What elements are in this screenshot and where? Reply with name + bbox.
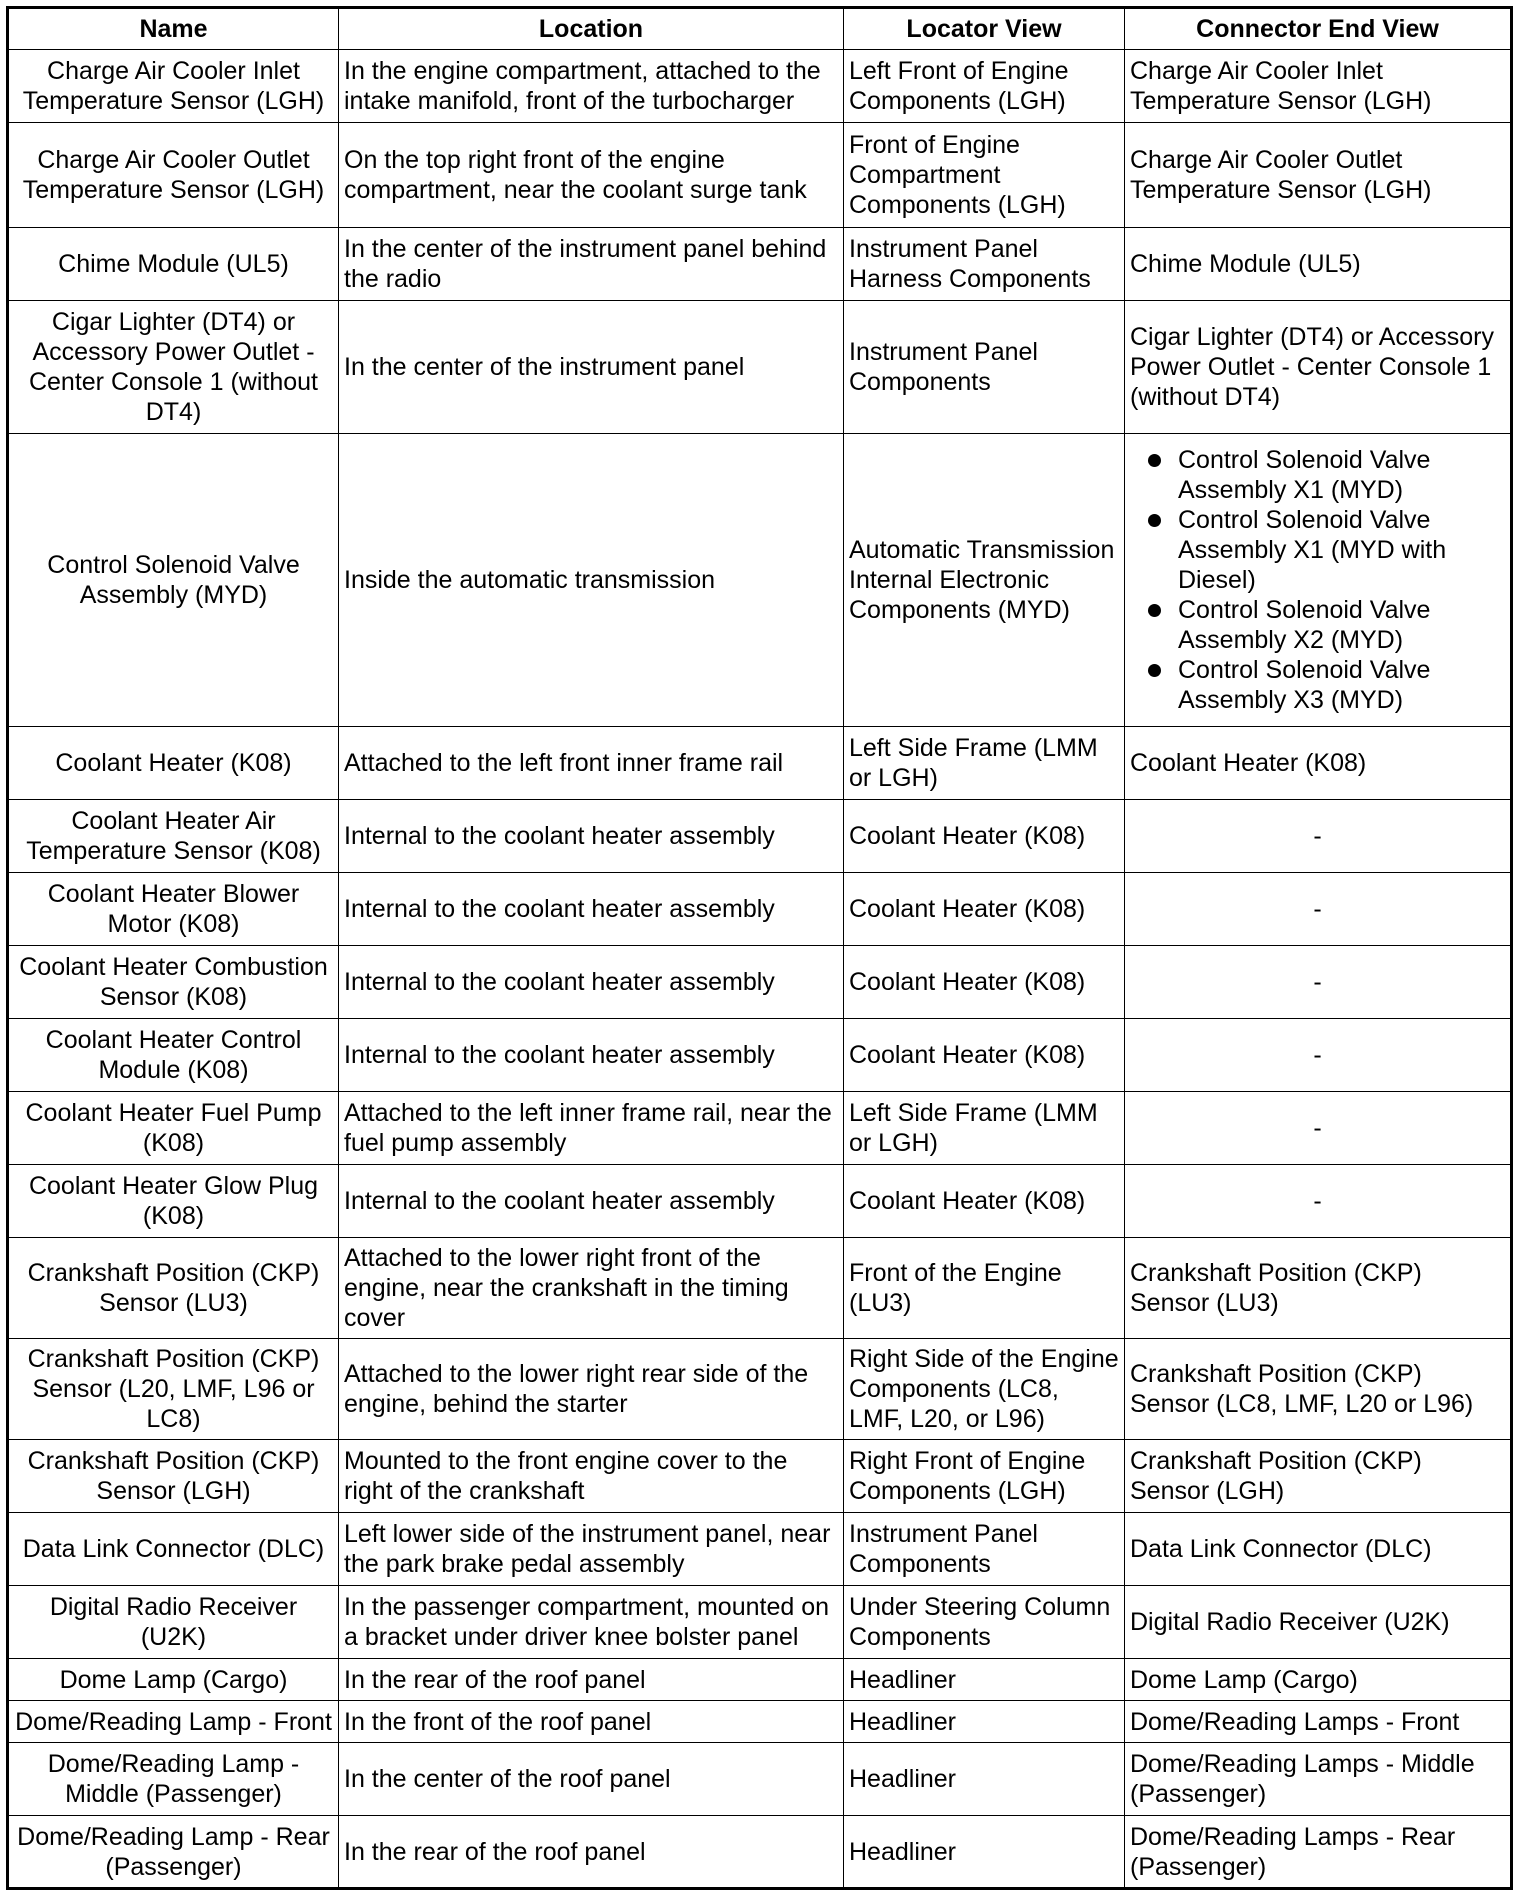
cell-connector-view: Coolant Heater (K08) [1125, 727, 1512, 800]
table-row [8, 1165, 1512, 1238]
cell-location: In the center of the instrument panel [339, 301, 844, 434]
cell-locator-view: Right Side of the Engine Components (LC8, LMF, L20, or L96) [844, 1339, 1125, 1440]
list-item: Control Solenoid Valve Assembly X1 (MYD with Diesel) [1178, 505, 1505, 595]
table-row [8, 123, 1512, 228]
cell-name: Coolant Heater Glow Plug (K08) [8, 1165, 339, 1238]
cell-location: Attached to the lower right rear side of the engine, behind the starter [339, 1339, 844, 1440]
cell-locator-view: Left Front of Engine Components (LGH) [844, 50, 1125, 123]
cell-name: Digital Radio Receiver (U2K) [8, 1586, 339, 1659]
cell-location: Internal to the coolant heater assembly [339, 873, 844, 946]
cell-location: In the passenger compartment, mounted on a bracket under driver knee bolster panel [339, 1586, 844, 1659]
cell-name: Crankshaft Position (CKP) Sensor (L20, LMF, L96 or LC8) [8, 1339, 339, 1440]
cell-connector-view: Charge Air Cooler Outlet Temperature Sensor (LGH) [1125, 123, 1512, 228]
cell-locator-view: Left Side Frame (LMM or LGH) [844, 1092, 1125, 1165]
table-row [8, 1092, 1512, 1165]
cell-connector-view: Dome Lamp (Cargo) [1125, 1659, 1512, 1701]
cell-name: Charge Air Cooler Inlet Temperature Sensor (LGH) [8, 50, 339, 123]
cell-connector-view: Dome/Reading Lamps - Front [1125, 1701, 1512, 1743]
cell-locator-view: Headliner [844, 1743, 1125, 1816]
cell-location: Internal to the coolant heater assembly [339, 800, 844, 873]
table-row [8, 1816, 1512, 1889]
cell-name: Coolant Heater (K08) [8, 727, 339, 800]
cell-locator-view: Coolant Heater (K08) [844, 1165, 1125, 1238]
cell-location: Attached to the lower right front of the engine, near the crankshaft in the timing cover [339, 1238, 844, 1339]
table-row [8, 228, 1512, 301]
table-header-row [8, 8, 1512, 50]
cell-connector-view: Cigar Lighter (DT4) or Accessory Power Outlet - Center Console 1 (without DT4) [1125, 301, 1512, 434]
cell-name: Dome Lamp (Cargo) [8, 1659, 339, 1701]
cell-location: Inside the automatic transmission [339, 434, 844, 727]
cell-locator-view: Instrument Panel Components [844, 1513, 1125, 1586]
table-row [8, 1513, 1512, 1586]
table-row [8, 1659, 1512, 1701]
cell-name: Dome/Reading Lamp - Rear (Passenger) [8, 1816, 339, 1889]
cell-location: In the center of the roof panel [339, 1743, 844, 1816]
list-item: Control Solenoid Valve Assembly X2 (MYD) [1178, 595, 1505, 655]
cell-locator-view: Headliner [844, 1701, 1125, 1743]
component-locator-page [6, 6, 1513, 1890]
cell-locator-view: Front of the Engine (LU3) [844, 1238, 1125, 1339]
cell-location: Internal to the coolant heater assembly [339, 946, 844, 1019]
cell-name: Coolant Heater Fuel Pump (K08) [8, 1092, 339, 1165]
cell-connector-view: - [1125, 873, 1512, 946]
list-item: Control Solenoid Valve Assembly X3 (MYD) [1178, 655, 1505, 715]
cell-name: Dome/Reading Lamp - Front [8, 1701, 339, 1743]
component-locator-table [6, 6, 1513, 1890]
table-row [8, 1238, 1512, 1339]
cell-connector-view: Chime Module (UL5) [1125, 228, 1512, 301]
cell-locator-view: Coolant Heater (K08) [844, 1019, 1125, 1092]
cell-location: Mounted to the front engine cover to the right of the crankshaft [339, 1440, 844, 1513]
table-row [8, 727, 1512, 800]
cell-location: In the rear of the roof panel [339, 1659, 844, 1701]
cell-connector-view: - [1125, 1165, 1512, 1238]
cell-location: Internal to the coolant heater assembly [339, 1165, 844, 1238]
table-row [8, 1586, 1512, 1659]
cell-location: Left lower side of the instrument panel, near the park brake pedal assembly [339, 1513, 844, 1586]
cell-locator-view: Front of Engine Compartment Components (LGH) [844, 123, 1125, 228]
list-item: Control Solenoid Valve Assembly X1 (MYD) [1178, 445, 1505, 505]
cell-name: Coolant Heater Combustion Sensor (K08) [8, 946, 339, 1019]
table-row [8, 1701, 1512, 1743]
cell-name: Coolant Heater Blower Motor (K08) [8, 873, 339, 946]
cell-locator-view: Instrument Panel Components [844, 301, 1125, 434]
cell-locator-view: Coolant Heater (K08) [844, 873, 1125, 946]
cell-name: Data Link Connector (DLC) [8, 1513, 339, 1586]
cell-connector-view: - [1125, 946, 1512, 1019]
cell-location: Internal to the coolant heater assembly [339, 1019, 844, 1092]
cell-name: Coolant Heater Air Temperature Sensor (K08) [8, 800, 339, 873]
table-row [8, 800, 1512, 873]
cell-location: In the center of the instrument panel behind the radio [339, 228, 844, 301]
cell-locator-view: Left Side Frame (LMM or LGH) [844, 727, 1125, 800]
table-row [8, 873, 1512, 946]
cell-connector-view: Dome/Reading Lamps - Middle (Passenger) [1125, 1743, 1512, 1816]
header-location: Location [339, 8, 844, 50]
cell-connector-view: Digital Radio Receiver (U2K) [1125, 1586, 1512, 1659]
cell-locator-view: Under Steering Column Components [844, 1586, 1125, 1659]
cell-locator-view: Coolant Heater (K08) [844, 800, 1125, 873]
table-row [8, 301, 1512, 434]
cell-location: On the top right front of the engine compartment, near the coolant surge tank [339, 123, 844, 228]
cell-connector-view: - [1125, 1092, 1512, 1165]
cell-locator-view: Automatic Transmission Internal Electronic Components (MYD) [844, 434, 1125, 727]
table-row [8, 1743, 1512, 1816]
table-row [8, 1019, 1512, 1092]
table-row [8, 946, 1512, 1019]
cell-locator-view: Coolant Heater (K08) [844, 946, 1125, 1019]
header-locator-view: Locator View [844, 8, 1125, 50]
cell-locator-view: Headliner [844, 1816, 1125, 1889]
cell-location: In the engine compartment, attached to the intake manifold, front of the turbocharger [339, 50, 844, 123]
table-row [8, 1339, 1512, 1440]
cell-connector-view: Charge Air Cooler Inlet Temperature Sensor (LGH) [1125, 50, 1512, 123]
cell-connector-view: Crankshaft Position (CKP) Sensor (LC8, LMF, L20 or L96) [1125, 1339, 1512, 1440]
cell-name: Cigar Lighter (DT4) or Accessory Power Outlet - Center Console 1 (without DT4) [8, 301, 339, 434]
cell-name: Control Solenoid Valve Assembly (MYD) [8, 434, 339, 727]
header-connector-end-view: Connector End View [1125, 8, 1512, 50]
cell-name: Coolant Heater Control Module (K08) [8, 1019, 339, 1092]
cell-name: Chime Module (UL5) [8, 228, 339, 301]
cell-connector-view: Crankshaft Position (CKP) Sensor (LU3) [1125, 1238, 1512, 1339]
cell-location: In the front of the roof panel [339, 1701, 844, 1743]
table-row [8, 50, 1512, 123]
cell-connector-view [1125, 434, 1512, 727]
table-row [8, 434, 1512, 727]
connector-bullet-list [1130, 445, 1505, 715]
cell-connector-view: Data Link Connector (DLC) [1125, 1513, 1512, 1586]
cell-location: Attached to the left inner frame rail, near the fuel pump assembly [339, 1092, 844, 1165]
header-name: Name [8, 8, 339, 50]
cell-name: Crankshaft Position (CKP) Sensor (LU3) [8, 1238, 339, 1339]
cell-connector-view: Dome/Reading Lamps - Rear (Passenger) [1125, 1816, 1512, 1889]
cell-location: In the rear of the roof panel [339, 1816, 844, 1889]
cell-connector-view: - [1125, 800, 1512, 873]
table-row [8, 1440, 1512, 1513]
cell-connector-view: Crankshaft Position (CKP) Sensor (LGH) [1125, 1440, 1512, 1513]
cell-connector-view: - [1125, 1019, 1512, 1092]
cell-locator-view: Headliner [844, 1659, 1125, 1701]
cell-location: Attached to the left front inner frame rail [339, 727, 844, 800]
cell-name: Charge Air Cooler Outlet Temperature Sensor (LGH) [8, 123, 339, 228]
cell-name: Dome/Reading Lamp - Middle (Passenger) [8, 1743, 339, 1816]
cell-locator-view: Instrument Panel Harness Components [844, 228, 1125, 301]
cell-name: Crankshaft Position (CKP) Sensor (LGH) [8, 1440, 339, 1513]
cell-locator-view: Right Front of Engine Components (LGH) [844, 1440, 1125, 1513]
